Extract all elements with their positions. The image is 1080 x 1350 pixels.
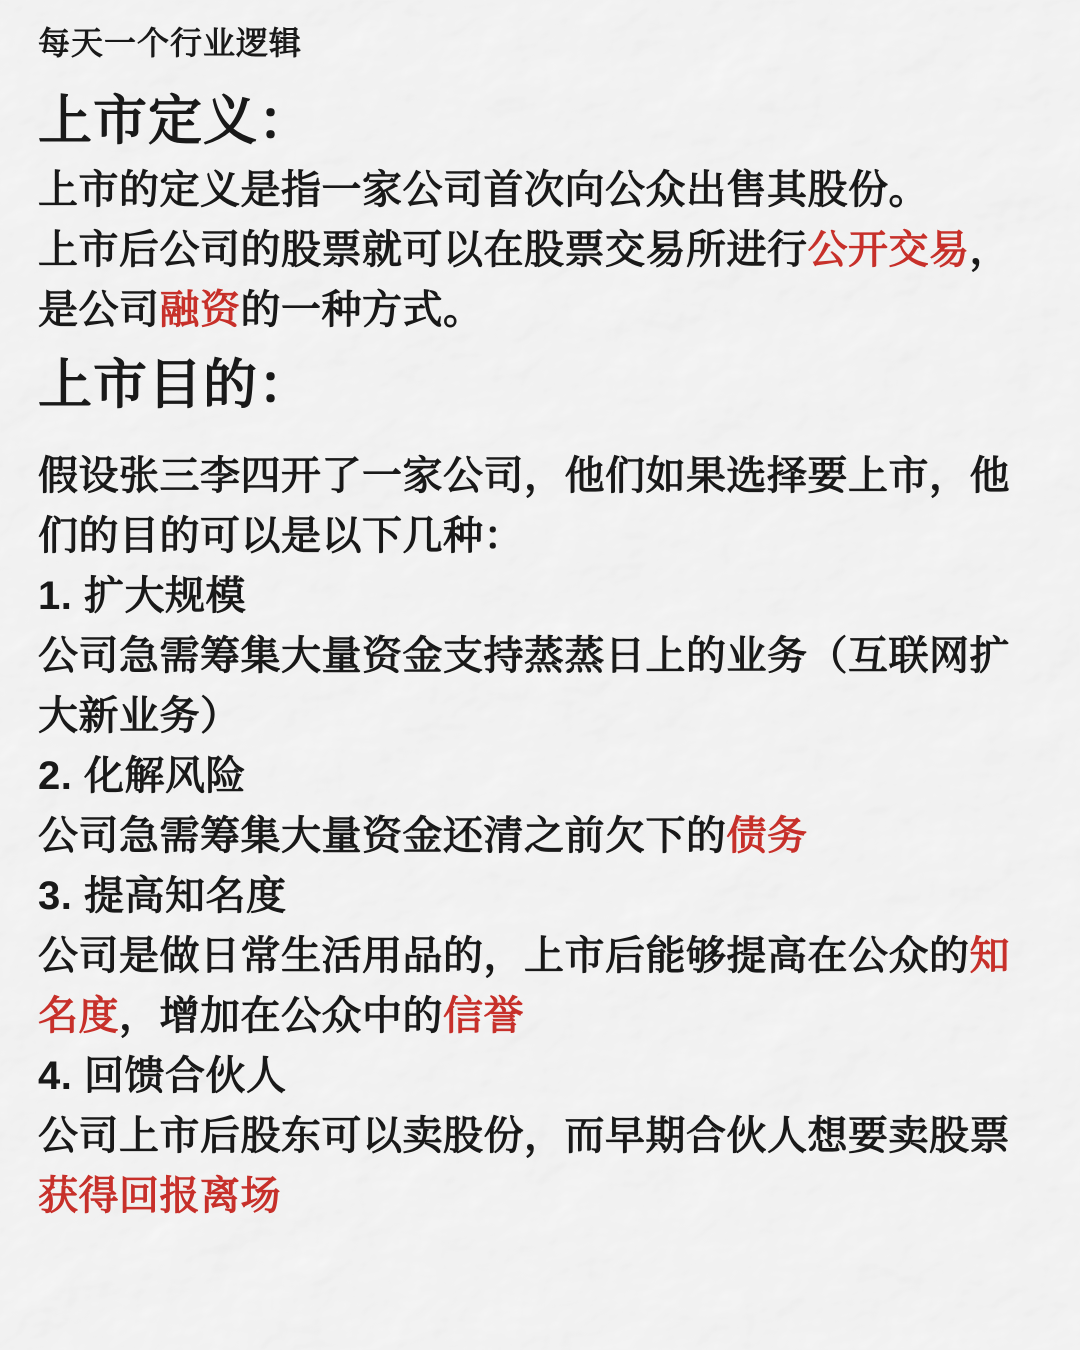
highlighted-text-segment: 融资 [159, 288, 241, 332]
list-item-heading [38, 566, 1042, 626]
text-line [38, 986, 1042, 1046]
text-line [38, 446, 1042, 506]
section-heading-listing-definition: 上市定义： [38, 91, 313, 151]
highlighted-text-segment: 公开交易 [807, 228, 970, 272]
section-body-listing-purpose [38, 446, 1042, 1226]
text-segment: 假设张三李四开了一家公司，他们如果选择要上市，他 [38, 454, 1010, 498]
text-segment: 是公司 [38, 288, 160, 332]
text-segment: 们的目的可以是以下几种： [38, 514, 524, 558]
text-line [38, 160, 1042, 220]
text-segment: 2. 化解风险 [38, 754, 246, 798]
text-segment: 4. 回馈合伙人 [38, 1054, 287, 1098]
text-segment: 公司急需筹集大量资金支持蒸蒸日上的业务（互联网扩 [38, 634, 1010, 678]
text-line [38, 686, 1042, 746]
text-line [38, 626, 1042, 686]
highlighted-text-segment: 名度 [38, 994, 119, 1038]
text-line [38, 806, 1042, 866]
text-segment: 大新业务） [38, 694, 241, 738]
highlighted-text-segment: 债务 [726, 814, 808, 858]
highlighted-text-segment: 知 [969, 934, 1010, 978]
text-segment: 上市后公司的股票就可以在股票交易所进行 [38, 228, 808, 272]
list-item-heading [38, 1046, 1042, 1106]
text-segment: 公司是做日常生活用品的，上市后能够提高在公众的 [38, 934, 970, 978]
text-line [38, 220, 1042, 280]
text-segment: 3. 提高知名度 [38, 874, 287, 918]
section-heading-listing-purpose: 上市目的： [38, 355, 313, 415]
text-line [38, 1106, 1042, 1166]
text-line [38, 280, 1042, 340]
text-segment: 公司上市后股东可以卖股份，而早期合伙人想要卖股票 [38, 1114, 1010, 1158]
text-segment: 1. 扩大规模 [38, 574, 246, 618]
page-tagline: 每天一个行业逻辑 [38, 25, 303, 61]
text-segment: 上市的定义是指一家公司首次向公众出售其股份。 [38, 168, 929, 212]
text-segment: 公司急需筹集大量资金还清之前欠下的 [38, 814, 727, 858]
highlighted-text-segment: 信誉 [443, 994, 524, 1038]
text-segment: ， [969, 228, 1010, 272]
text-line [38, 1166, 1042, 1226]
highlighted-text-segment: 获得回报离场 [38, 1174, 281, 1218]
list-item-heading [38, 866, 1042, 926]
list-item-heading [38, 746, 1042, 806]
text-line [38, 506, 1042, 566]
text-segment: 的一种方式。 [240, 288, 484, 332]
section-body-listing-definition [38, 160, 1042, 340]
text-segment: ，增加在公众中的 [119, 994, 443, 1038]
text-line [38, 926, 1042, 986]
